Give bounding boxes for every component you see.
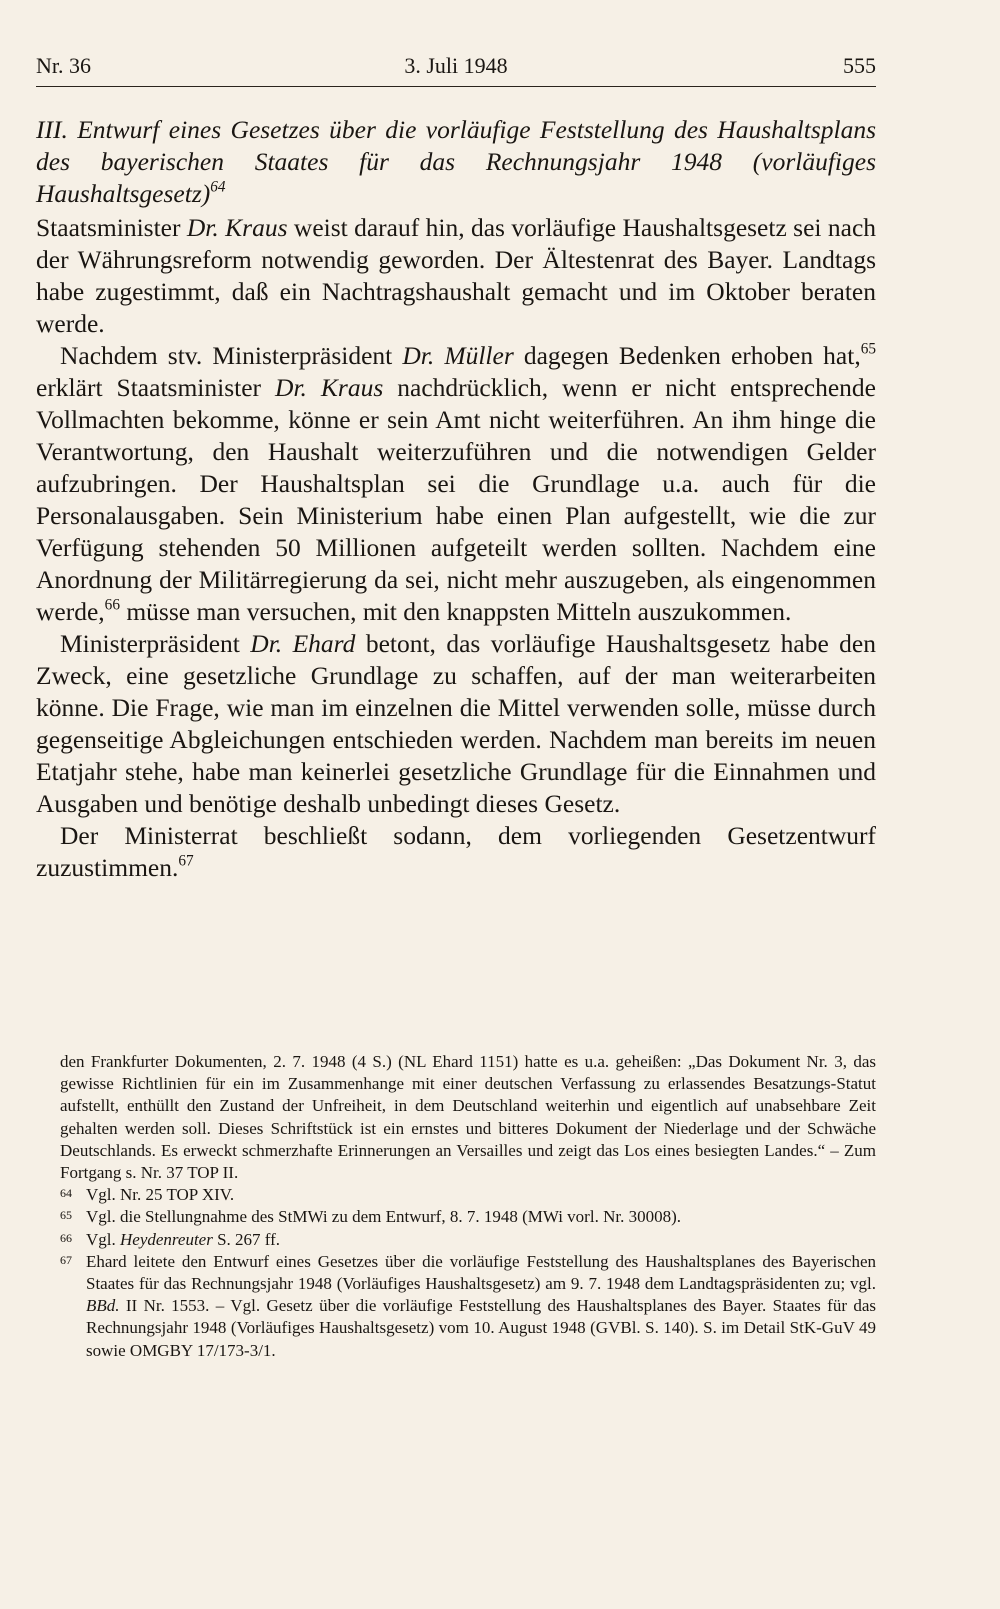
footnote-number: 67 bbox=[60, 1252, 72, 1267]
person-name: Dr. Kraus bbox=[275, 373, 384, 402]
header-date: 3. Juli 1948 bbox=[404, 53, 508, 78]
footnote-number: 65 bbox=[60, 1208, 72, 1223]
paragraph-3 bbox=[36, 628, 876, 820]
paragraph-1-text-a: Staatsminister bbox=[36, 213, 187, 242]
header-rule bbox=[36, 86, 876, 87]
footnote-ref-66[interactable]: 66 bbox=[104, 596, 120, 614]
paragraph-2-text-c: dagegen Bedenken erhoben hat, bbox=[513, 341, 861, 370]
footnote-text-a: Ehard leitete den Entwurf eines Gesetzes über die vorläufige Feststellung des Haushaltsplanes des Bayerischen Staates für das Rechnungsjahr 1948 (Vorläufiges Haushaltsgesetz) am 9. 7. 1948 dem Landtagspräsidenten zu; vgl. bbox=[86, 1251, 876, 1294]
main-text bbox=[36, 114, 876, 884]
paragraph-3-text-c: betont, das vorläufige Haushaltsgesetz habe den Zweck, eine gesetzliche Grundlage zu schaffen, auf der man weiterarbeiten könne. Die Frage, wie man im einzelnen die Mittel verwenden solle, müsse durch gegenseitige Abgleichungen entschieden werden. Nachdem man bereits im neuen Etatjahr stehe, habe man keinerlei gesetzliche Grundlage für die Einnahmen und Ausgaben und benötige deshalb unbedingt dieses Gesetz. bbox=[36, 629, 876, 818]
paragraph-2-text-g: müsse man versuchen, mit den knappsten Mitteln auszukommen. bbox=[119, 597, 792, 626]
footnote-ref-64[interactable]: 64 bbox=[210, 178, 226, 196]
section-heading bbox=[36, 114, 876, 210]
paragraph-3-text-a: Ministerpräsident bbox=[60, 629, 251, 658]
footnote-text-c: S. 267 ff. bbox=[212, 1229, 281, 1249]
person-name: Dr. Kraus bbox=[186, 213, 288, 242]
paragraph-2 bbox=[36, 340, 876, 628]
paragraph-2-text-a: Nachdem stv. Ministerpräsident bbox=[60, 341, 403, 370]
person-name: Dr. Ehard bbox=[250, 629, 356, 658]
footnote-number: 64 bbox=[60, 1186, 72, 1201]
person-name: Dr. Müller bbox=[402, 341, 514, 370]
footnote-text-c: II Nr. 1553. – Vgl. Gesetz über die vorläufige Feststellung des Haushaltsplanes des Bayer. Staates für das Rechnungsjahr 1948 (Vorläufiges Haushaltsgesetz) vom 10. August 1948 (GVBl. S. 140). S. im Detail StK-GuV 49 sowie OMGBY 17/173-3/1. bbox=[86, 1296, 876, 1360]
footnote-67 bbox=[60, 1251, 876, 1362]
footnote-65 bbox=[60, 1206, 876, 1228]
paragraph-2-text-d: erklärt Staatsminister bbox=[36, 373, 276, 402]
footnote-text-a: Vgl. bbox=[86, 1229, 120, 1249]
paragraph-4 bbox=[36, 820, 876, 884]
footnote-ref-65[interactable]: 65 bbox=[860, 340, 876, 358]
footnote-text: Vgl. Nr. 25 TOP XIV. bbox=[86, 1185, 235, 1205]
source-abbreviation: BBd. bbox=[86, 1296, 120, 1316]
footnote-continuation: den Frankfurter Dokumenten, 2. 7. 1948 (4 S.) (NL Ehard 1151) hatte es u.a. geheißen: „Das Dokument Nr. 3, das gewisse Richtlinien für ein im Zusammenhange mit einer deutschen Verfassung zu erlassendes Besatzungs-Statut aufstellt, enthüllt den Zustand der Unfreiheit, in dem Deutschland weiterhin und eigentlich auf unabsehbare Zeit gehalten werden soll. Dieses Schriftstück ist ein ernstes und bitteres Dokument der Niederlage und der Schwäche Deutschlands. Es erweckt schmerzhafte Erinnerungen an Versailles und zeigt das Los eines besiegten Landes.“ – Zum Fortgang s. Nr. 37 TOP II. bbox=[60, 1052, 876, 1183]
page-number: 555 bbox=[843, 53, 876, 78]
footnote-number: 66 bbox=[60, 1230, 72, 1245]
paragraph-1 bbox=[36, 212, 876, 340]
running-header bbox=[36, 52, 876, 88]
section-heading-text: III. Entwurf eines Gesetzes über die vorläufige Feststellung des Haushaltsplans des bayerischen Staates für das Rechnungsjahr 1948 (vorläufiges Haushaltsgesetz) bbox=[36, 115, 876, 208]
paragraph-4-text: Der Ministerrat beschließt sodann, dem vorliegenden Gesetzentwurf zuzustimmen. bbox=[36, 821, 876, 882]
issue-number: Nr. 36 bbox=[36, 53, 91, 78]
footnote-ref-67[interactable]: 67 bbox=[178, 852, 194, 870]
footnote-text: Vgl. die Stellungnahme des StMWi zu dem Entwurf, 8. 7. 1948 (MWi vorl. Nr. 30008). bbox=[86, 1207, 681, 1227]
paragraph-2-text-f: nachdrücklich, wenn er nicht entsprechende Vollmachten bekomme, könne er sein Amt nicht weiterführen. An ihm hinge die Verantwortung, den Haushalt weiterzuführen und die notwendigen Gelder aufzubringen. Der Haushaltsplan sei die Grundlage u.a. auch für die Personalausgaben. Sein Ministerium habe einen Plan aufgestellt, wie die zur Verfügung stehenden 50 Millionen aufgeteilt werden sollten. Nachdem eine Anordnung der Militärregierung da sei, nicht mehr auszugeben, als eingenommen werde, bbox=[36, 373, 876, 626]
author-name: Heydenreuter bbox=[120, 1229, 213, 1249]
footnote-64 bbox=[60, 1184, 876, 1206]
footnote-66 bbox=[60, 1229, 876, 1251]
paragraph-1-text-c: weist darauf hin, das vorläufige Haushaltsgesetz sei nach der Währungsreform notwendig geworden. Der Ältestenrat des Bayer. Landtags habe zugestimmt, daß ein Nachtragshaushalt gemacht und im Oktober beraten werde. bbox=[36, 213, 877, 338]
footnotes bbox=[60, 1051, 876, 1362]
